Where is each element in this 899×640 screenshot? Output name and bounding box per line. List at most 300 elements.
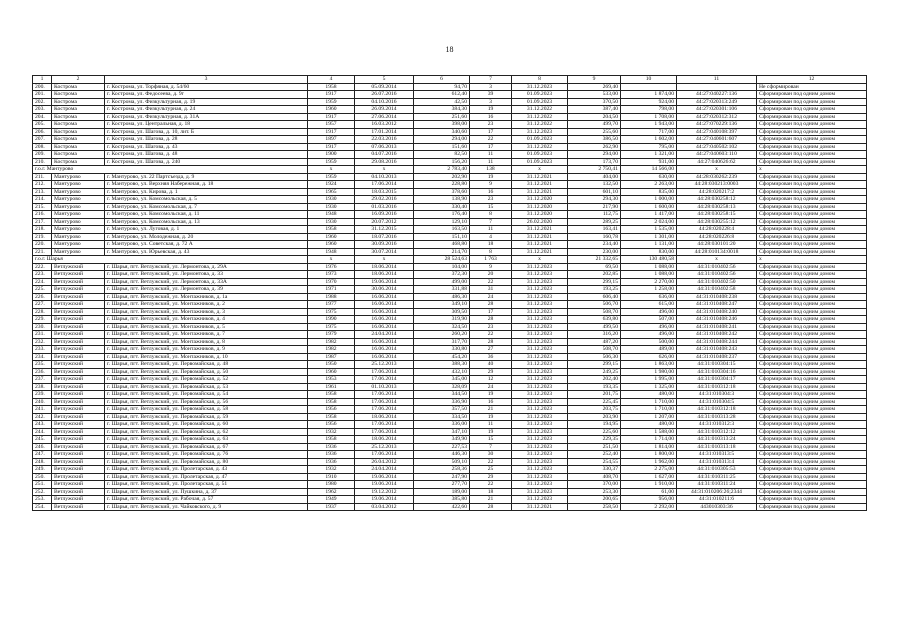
- municipality: Ветлужский: [52, 391, 105, 399]
- area: 319,90: [414, 316, 470, 324]
- relocation-date: 31.12.2023: [512, 361, 568, 369]
- build-year: 1961: [308, 383, 355, 391]
- residents: 23: [470, 121, 512, 129]
- address: г. Шарья, пгт. Ветлужский, ул. Первомайская, д. 62: [105, 428, 308, 436]
- inclusion-date: 24.04.2014: [355, 331, 414, 339]
- municipality: Мантурово: [52, 211, 105, 219]
- address: г. Мантурово, ул. Луговая, д. 1: [105, 226, 308, 234]
- land-status: Сформирован под одним домом: [757, 91, 867, 99]
- table-row: [33, 196, 867, 204]
- cadastral-number: 44:28:030258:15: [677, 211, 757, 219]
- relocation-date: 31.12.2023: [512, 346, 568, 354]
- municipality: Ветлужский: [52, 473, 105, 481]
- cadastral-number: 44:31:010408:238: [677, 293, 757, 301]
- area: 228,80: [414, 181, 470, 189]
- build-year: 1930: [308, 196, 355, 204]
- column-number: 12: [757, 76, 867, 84]
- build-year: 1924: [308, 181, 355, 189]
- living-area: 173,70: [568, 158, 621, 166]
- cadastral-number: 44:28:030213:0003: [677, 181, 757, 189]
- land-area: 1 207,00: [621, 413, 677, 421]
- inclusion-date: 17.06.2014: [355, 376, 414, 384]
- inclusion-date: 17.01.2014: [355, 128, 414, 136]
- municipality: Ветлужский: [52, 458, 105, 466]
- build-year: 1980: [308, 481, 355, 489]
- row-number: 242.: [33, 413, 52, 421]
- cadastral-number: 44:31:010311:25: [677, 473, 757, 481]
- build-year: 1959: [308, 98, 355, 106]
- row-number: 228.: [33, 308, 52, 316]
- inclusion-date: 18.03.2015: [355, 188, 414, 196]
- table-row: [33, 331, 867, 339]
- living-area: 21 332,65: [568, 256, 621, 264]
- municipality: Мантурово: [52, 241, 105, 249]
- build-year: 1956: [308, 406, 355, 414]
- municipality: Ветлужский: [52, 361, 105, 369]
- address: г. Шарья, пгт. Ветлужский, ул. Первомайская, д. 53: [105, 383, 308, 391]
- land-area: 496,00: [621, 308, 677, 316]
- table-row: [33, 188, 867, 196]
- relocation-date: 31.12.2021: [512, 173, 568, 181]
- land-status: Сформирован под одним домом: [757, 406, 867, 414]
- cadastral-number: x: [677, 166, 757, 174]
- land-status: Сформирован под одним домом: [757, 413, 867, 421]
- municipality: Ветлужский: [52, 481, 105, 489]
- row-number: 236.: [33, 368, 52, 376]
- cadastral-number: 44:28:030262:239: [677, 173, 757, 181]
- area: 345,00: [414, 376, 470, 384]
- relocation-date: 31.12.2022: [512, 121, 568, 129]
- address: г. Мантурово, ул. Комсомольская, д. 13: [105, 218, 308, 226]
- area: 247,90: [414, 473, 470, 481]
- land-status: Сформирован под одним домом: [757, 353, 867, 361]
- build-year: 1960: [308, 233, 355, 241]
- relocation-date: 31.12.2023: [512, 278, 568, 286]
- relocation-date: 31.12.2023: [512, 368, 568, 376]
- land-status: Сформирован под одним домом: [757, 113, 867, 121]
- table-row: [33, 316, 867, 324]
- municipality: Ветлужский: [52, 443, 105, 451]
- living-area: 160,78: [568, 233, 621, 241]
- address: г. Шарья, пгт. Ветлужский, ул. Первомайская, д. 60: [105, 421, 308, 429]
- municipality: Ветлужский: [52, 301, 105, 309]
- municipality: Ветлужский: [52, 316, 105, 324]
- cadastral-number: 44:27:040603:110: [677, 151, 757, 159]
- area: 509,10: [414, 458, 470, 466]
- cadastral-number: 44:31:010312:12: [677, 428, 757, 436]
- residents: 11: [470, 158, 512, 166]
- land-status: Сформирован под одним домом: [757, 488, 867, 496]
- address: г. Шарья, пгт. Ветлужский, ул. Монтажников, д. 1а: [105, 293, 308, 301]
- cadastral-number: 44:31:010402:58: [677, 286, 757, 294]
- living-area: 499,70: [568, 121, 621, 129]
- area: 317,70: [414, 338, 470, 346]
- table-row: [33, 473, 867, 481]
- land-area: 835,00: [621, 188, 677, 196]
- cadastral-number: 44:31:010312:18: [677, 383, 757, 391]
- municipality: Ветлужский: [52, 413, 105, 421]
- living-area: 253,30: [568, 488, 621, 496]
- residents: 3: [470, 83, 512, 91]
- cadastral-number: 44:31:010313:24: [677, 436, 757, 444]
- cadastral-number: 44:31:010304:16: [677, 368, 757, 376]
- area: 129,10: [414, 218, 470, 226]
- relocation-date: 31.12.2023: [512, 496, 568, 504]
- municipality: Ветлужский: [52, 488, 105, 496]
- address: г. Мантурово, ул. Комсомольская, д. 11: [105, 211, 308, 219]
- area: 446,30: [414, 451, 470, 459]
- cadastral-number: 44:31:010312:3: [677, 421, 757, 429]
- residents: 39: [470, 91, 512, 99]
- cadastral-number: 44:28:020228:4: [677, 226, 757, 234]
- build-year: 1949: [308, 496, 355, 504]
- row-number: 218.: [33, 226, 52, 234]
- cadastral-number: 44:31:010304:5: [677, 398, 757, 406]
- table-row: [33, 98, 867, 106]
- row-number: 203.: [33, 106, 52, 114]
- build-year: 1990: [308, 316, 355, 324]
- row-number: 243.: [33, 421, 52, 429]
- area: 378,60: [414, 188, 470, 196]
- municipality: Мантурово: [52, 196, 105, 204]
- address: г. Кострома, ул. Шагова, д. 28: [105, 136, 308, 144]
- row-number: 201.: [33, 91, 52, 99]
- build-year: 1959: [308, 173, 355, 181]
- relocation-date: 31.12.2021: [512, 188, 568, 196]
- row-number: 232.: [33, 338, 52, 346]
- relocation-date: 31.12.2023: [512, 436, 568, 444]
- build-year: 1958: [308, 226, 355, 234]
- address: г. Мантурово, ул. Юрьевская, д. 43: [105, 248, 308, 256]
- cadastral-number: 44:31:010304:15: [677, 361, 757, 369]
- municipality: Кострома: [52, 91, 105, 99]
- cadastral-number: 44:31:010408:247: [677, 301, 757, 309]
- land-status: Сформирован под одним домом: [757, 286, 867, 294]
- municipality: Ветлужский: [52, 271, 105, 279]
- inclusion-date: 22.03.2016: [355, 136, 414, 144]
- inclusion-date: 18.07.2016: [355, 233, 414, 241]
- living-area: 370,00: [568, 481, 621, 489]
- municipality: Мантурово: [52, 218, 105, 226]
- residents: 11: [470, 421, 512, 429]
- table-row: [33, 158, 867, 166]
- area: 260,20: [414, 331, 470, 339]
- municipality: Ветлужский: [52, 278, 105, 286]
- municipality: Кострома: [52, 106, 105, 114]
- inclusion-date: 05.09.2014: [355, 83, 414, 91]
- table-row: [33, 443, 867, 451]
- residents: 28: [470, 503, 512, 511]
- inclusion-date: 16.06.2014: [355, 293, 414, 301]
- relocation-date: 31.12.2020: [512, 196, 568, 204]
- inclusion-date: 17.06.2014: [355, 391, 414, 399]
- address: г. Шарья, пгт. Ветлужский, ул. Первомайская, д. 56: [105, 398, 308, 406]
- residents: 9: [470, 181, 512, 189]
- build-year: 1932: [308, 466, 355, 474]
- land-status: Сформирован под одним домом: [757, 338, 867, 346]
- address: г. Шарья, пгт. Ветлужский, ул. Монтажников, д. 10: [105, 353, 308, 361]
- address: г. Шарья, пгт. Ветлужский, ул. Монтажников, д. 3: [105, 308, 308, 316]
- area: 227,53: [414, 443, 470, 451]
- row-number: 233.: [33, 346, 52, 354]
- build-year: 1936: [308, 443, 355, 451]
- build-year: 1930: [308, 218, 355, 226]
- relocation-date: 31.12.2023: [512, 473, 568, 481]
- cadastral-number: 44:31:010402:56: [677, 271, 757, 279]
- cadastral-number: 44:28:030101:20: [677, 241, 757, 249]
- living-area: 229,35: [568, 436, 621, 444]
- build-year: 1953: [308, 376, 355, 384]
- residents: 19: [470, 391, 512, 399]
- land-area: 507,00: [621, 316, 677, 324]
- municipality: Кострома: [52, 98, 105, 106]
- area: 258,36: [414, 466, 470, 474]
- address: г. Кострома, ул. Физкультурная, д. 19: [105, 98, 308, 106]
- land-area: 931,00: [621, 158, 677, 166]
- land-area: 2 270,00: [621, 278, 677, 286]
- municipality: Ветлужский: [52, 263, 105, 271]
- relocation-date: 31.12.2023: [512, 286, 568, 294]
- living-area: 289,25: [568, 218, 621, 226]
- inclusion-date: 16.06.2014: [355, 308, 414, 316]
- area: 309,50: [414, 308, 470, 316]
- relocation-date: 31.12.2022: [512, 106, 568, 114]
- land-status: Сформирован под одним домом: [757, 308, 867, 316]
- land-status: Сформирован под одним домом: [757, 203, 867, 211]
- land-area: [621, 83, 677, 91]
- cadastral-number: 44:31:010408:237: [677, 353, 757, 361]
- table-row: [33, 248, 867, 256]
- inclusion-date: 17.06.2014: [355, 181, 414, 189]
- relocation-date: 31.12.2023: [512, 406, 568, 414]
- municipality: Мантурово: [52, 233, 105, 241]
- table-row: [33, 278, 867, 286]
- residents: 22: [470, 458, 512, 466]
- area: 340,60: [414, 128, 470, 136]
- area: 163,50: [414, 226, 470, 234]
- living-area: 200,65: [568, 496, 621, 504]
- living-area: 404,00: [568, 173, 621, 181]
- land-status: Сформирован под одним домом: [757, 421, 867, 429]
- build-year: 1958: [308, 436, 355, 444]
- row-number: 211.: [33, 173, 52, 181]
- land-status: Сформирован под одним домом: [757, 316, 867, 324]
- living-area: 408,70: [568, 473, 621, 481]
- relocation-date: 31.12.2023: [512, 263, 568, 271]
- address: г. Кострома, ул. Шагова, д. 240: [105, 158, 308, 166]
- land-status: Не сформирован: [757, 83, 867, 91]
- row-number: 253.: [33, 496, 52, 504]
- residents: 7: [470, 443, 512, 451]
- land-status: Сформирован под одним домом: [757, 188, 867, 196]
- municipality: Ветлужский: [52, 331, 105, 339]
- land-area: 1 962,00: [621, 458, 677, 466]
- build-year: 1959: [308, 158, 355, 166]
- column-number: 8: [512, 76, 568, 84]
- living-area: 2 750,41: [568, 166, 621, 174]
- cadastral-number: 44:27:020301:106: [677, 106, 757, 114]
- land-status: Сформирован под одним домом: [757, 226, 867, 234]
- build-year: 1900: [308, 151, 355, 159]
- relocation-date: x: [512, 256, 568, 264]
- municipality: Ветлужский: [52, 293, 105, 301]
- residents: 11: [470, 226, 512, 234]
- area: 214,70: [414, 248, 470, 256]
- living-area: 294,00: [568, 151, 621, 159]
- municipality: Кострома: [52, 143, 105, 151]
- build-year: 1987: [308, 353, 355, 361]
- cadastral-number: 44:28:030258:13: [677, 203, 757, 211]
- column-number: 2: [52, 76, 105, 84]
- land-status: Сформирован под одним домом: [757, 211, 867, 219]
- living-area: 202,40: [568, 376, 621, 384]
- area: 138,90: [414, 196, 470, 204]
- inclusion-date: 03.04.2012: [355, 503, 414, 511]
- inclusion-date: 25.12.2013: [355, 443, 414, 451]
- area: 454,20: [414, 353, 470, 361]
- municipality: Кострома: [52, 113, 105, 121]
- table-row: [33, 121, 867, 129]
- land-area: 1 602,00: [621, 136, 677, 144]
- cadastral-number: 443010303:36: [677, 503, 757, 511]
- residents: 28: [470, 316, 512, 324]
- inclusion-date: 19.06.2014: [355, 278, 414, 286]
- land-area: 717,00: [621, 128, 677, 136]
- inclusion-date: 16.06.2014: [355, 316, 414, 324]
- table-row: [33, 323, 867, 331]
- living-area: 370,50: [568, 98, 621, 106]
- relocation-date: 31.12.2023: [512, 391, 568, 399]
- residents: 15: [470, 436, 512, 444]
- build-year: x: [308, 256, 355, 264]
- land-status: Сформирован под одним домом: [757, 368, 867, 376]
- table-row: [33, 83, 867, 91]
- land-status: Сформирован под одним домом: [757, 173, 867, 181]
- row-number: 207.: [33, 136, 52, 144]
- relocation-date: 31.12.2023: [512, 413, 568, 421]
- living-area: 316,20: [568, 331, 621, 339]
- build-year: 1958: [308, 413, 355, 421]
- build-year: 1936: [308, 458, 355, 466]
- table-row: [33, 383, 867, 391]
- inclusion-date: 26.07.2016: [355, 91, 414, 99]
- inclusion-date: 19.06.2014: [355, 481, 414, 489]
- land-area: 626,00: [621, 353, 677, 361]
- living-area: 258,50: [568, 503, 621, 511]
- land-area: 1 980,00: [621, 368, 677, 376]
- housing-register-table: [32, 75, 867, 511]
- row-number: 231.: [33, 331, 52, 339]
- group-title: г.о.г. Мантурово: [33, 166, 308, 174]
- table-row: [33, 211, 867, 219]
- land-status: x: [757, 256, 867, 264]
- inclusion-date: 26.09.2014: [355, 106, 414, 114]
- land-area: 798,00: [621, 106, 677, 114]
- land-area: 1 088,00: [621, 263, 677, 271]
- land-status: Сформирован под одним домом: [757, 241, 867, 249]
- address: г. Кострома, ул. Физкультурная, д. 31А: [105, 113, 308, 121]
- area: 156,20: [414, 158, 470, 166]
- row-number: 235.: [33, 361, 52, 369]
- build-year: 1957: [308, 121, 355, 129]
- land-area: 1 588,00: [621, 428, 677, 436]
- table-row: [33, 488, 867, 496]
- address: г. Мантурово, ул. Верхняя Набережная, д. 18: [105, 181, 308, 189]
- land-area: 1 417,00: [621, 211, 677, 219]
- row-number: 251.: [33, 481, 52, 489]
- address: г. Мантурово, ул. Кирова, д. 1: [105, 188, 308, 196]
- address: г. Шарья, пгт. Ветлужский, ул. Пролетарская, д. 51: [105, 481, 308, 489]
- land-status: Сформирован под одним домом: [757, 436, 867, 444]
- living-area: 269,40: [568, 83, 621, 91]
- relocation-date: 26.02.2020: [512, 218, 568, 226]
- living-area: 252,40: [568, 451, 621, 459]
- cadastral-number: 44:28:030255:12: [677, 218, 757, 226]
- land-area: 2 275,00: [621, 466, 677, 474]
- relocation-date: 31.12.2023: [512, 301, 568, 309]
- cadastral-number: 44:31:010408:246: [677, 316, 757, 324]
- relocation-date: 31.12.2023: [512, 443, 568, 451]
- inclusion-date: 25.12.2013: [355, 361, 414, 369]
- build-year: 1917: [308, 128, 355, 136]
- row-number: 220.: [33, 241, 52, 249]
- address: г. Кострома, ул. Шагова, д. 43: [105, 143, 308, 151]
- municipality: Мантурово: [52, 181, 105, 189]
- address: г. Шарья, пгт. Ветлужский, ул. Первомайская, д. 59: [105, 413, 308, 421]
- table-row: [33, 106, 867, 114]
- cadastral-number: 44:31:010408:244: [677, 338, 757, 346]
- table-row: [33, 151, 867, 159]
- living-area: 606,40: [568, 293, 621, 301]
- table-row: [33, 406, 867, 414]
- residents: 15: [470, 203, 512, 211]
- row-number: 227.: [33, 301, 52, 309]
- municipality: Ветлужский: [52, 428, 105, 436]
- address: г. Мантурово, ул. 22 Партсъезда, д. 9: [105, 173, 308, 181]
- residents: 8: [470, 248, 512, 256]
- residents: 21: [470, 496, 512, 504]
- residents: 1 763: [470, 256, 512, 264]
- inclusion-date: 16.09.2016: [355, 211, 414, 219]
- residents: 22: [470, 481, 512, 489]
- table-row: [33, 466, 867, 474]
- address: г. Кострома, ул. Физкультурная, д. 24: [105, 106, 308, 114]
- relocation-date: 01.09.2023: [512, 136, 568, 144]
- cadastral-number: 44:27:020312:312: [677, 113, 757, 121]
- land-area: 956,00: [621, 496, 677, 504]
- inclusion-date: 18.06.2014: [355, 263, 414, 271]
- area: 499,00: [414, 278, 470, 286]
- land-area: 496,00: [621, 323, 677, 331]
- address: г. Мантурово, ул. Комсомольская, д. 7: [105, 203, 308, 211]
- inclusion-date: 17.06.2014: [355, 406, 414, 414]
- table-row: [33, 308, 867, 316]
- living-area: 251,50: [568, 443, 621, 451]
- table-row: [33, 203, 867, 211]
- land-status: Сформирован под одним домом: [757, 136, 867, 144]
- living-area: 639,80: [568, 316, 621, 324]
- table-row: [33, 226, 867, 234]
- inclusion-date: 31.12.2015: [355, 226, 414, 234]
- inclusion-date: 19.12.2012: [355, 488, 414, 496]
- land-area: 1 000,00: [621, 196, 677, 204]
- inclusion-date: 30.09.2016: [355, 241, 414, 249]
- municipality: Ветлужский: [52, 496, 105, 504]
- address: г. Шарья, пгт. Ветлужский, ул. Первомайская, д. 52: [105, 376, 308, 384]
- inclusion-date: 04.07.2016: [355, 151, 414, 159]
- cadastral-number: 44:27:040601:607: [677, 136, 757, 144]
- table-row: [33, 271, 867, 279]
